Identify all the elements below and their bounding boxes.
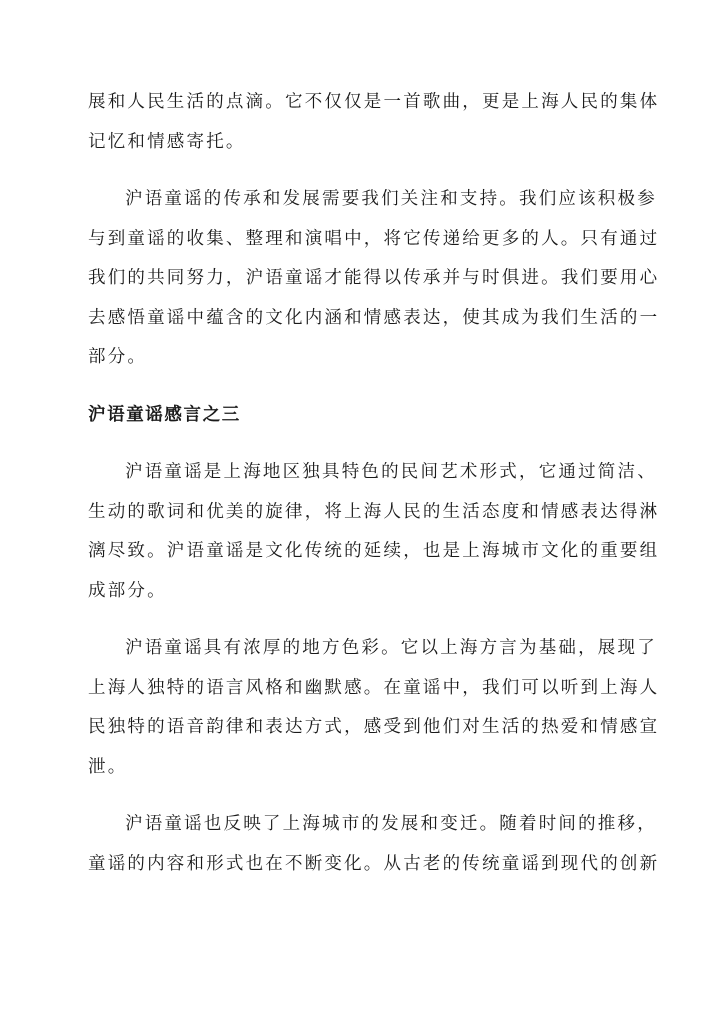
text-line: 记忆和情感寄托。 — [88, 131, 246, 152]
paragraph-introduction — [88, 453, 660, 611]
paragraph-continued — [88, 83, 660, 162]
text-line: 生动的歌词和优美的旋律，将上海人民的生活态度和情感表达得淋 — [88, 501, 660, 522]
text-line: 沪语童谣的传承和发展需要我们关注和支持。我们应该积极参 — [125, 189, 657, 209]
text-line: 上海人独特的语言风格和幽默感。在童谣中，我们可以听到上海人 — [88, 677, 660, 698]
text-line: 民独特的语音韵律和表达方式，感受到他们对生活的热爱和情感宣 — [88, 717, 660, 737]
text-line: 与到童谣的收集、整理和演唱中，将它传递给更多的人。只有通过 — [88, 228, 660, 249]
text-line: 展和人民生活的点滴。它不仅仅是一首歌曲，更是上海人民的集体 — [88, 92, 660, 112]
text-line: 成部分。 — [88, 580, 167, 601]
paragraph-local-color — [88, 629, 660, 787]
text-line: 漓尽致。沪语童谣是文化传统的延续，也是上海城市文化的重要组 — [88, 541, 660, 561]
text-line: 沪语童谣也反映了上海城市的发展和变迁。随着时间的推移， — [125, 814, 657, 834]
text-line: 沪语童谣是上海地区独具特色的民间艺术形式，它通过简洁、 — [125, 462, 657, 482]
paragraph-city-development — [88, 805, 660, 884]
document-body — [88, 83, 660, 902]
text-line: 童谣的内容和形式也在不断变化。从古老的传统童谣到现代的创新 — [88, 853, 660, 874]
paragraph-transmission — [88, 180, 660, 378]
section-heading: 沪语童谣感言之三 — [88, 404, 241, 425]
text-line: 泄。 — [88, 756, 128, 777]
text-line: 我们的共同努力，沪语童谣才能得以传承并与时俱进。我们要用心 — [88, 268, 660, 288]
text-line: 沪语童谣具有浓厚的地方色彩。它以上海方言为基础，展现了 — [125, 638, 657, 658]
text-line: 部分。 — [88, 347, 148, 367]
text-line: 去感悟童谣中蕴含的文化内涵和情感表达，使其成为我们生活的一 — [88, 307, 660, 328]
